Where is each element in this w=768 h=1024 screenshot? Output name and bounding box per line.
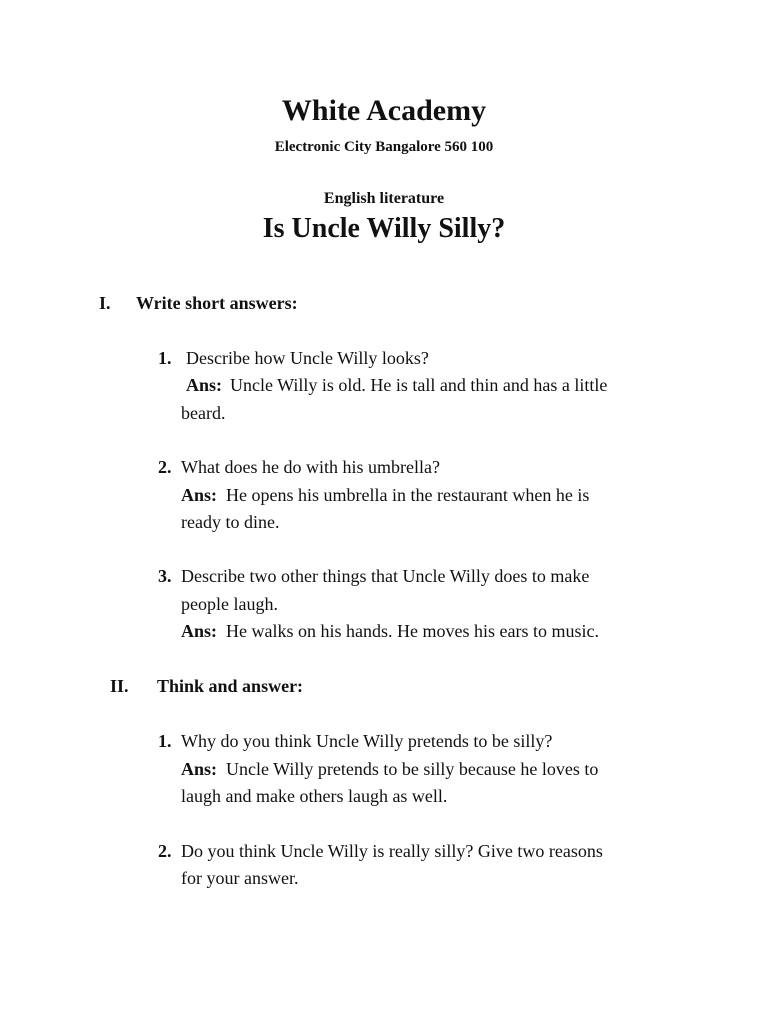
answer-text: Uncle Willy pretends to be silly because he loves to bbox=[226, 759, 599, 779]
answer-text-continued: laugh and make others laugh as well. bbox=[181, 786, 448, 806]
school-name: White Academy bbox=[281, 94, 487, 127]
question-number: 1. bbox=[158, 348, 172, 368]
question-text-continued: for your answer. bbox=[181, 868, 299, 888]
question-number: 3. bbox=[158, 566, 172, 586]
section-2-numeral: II. bbox=[110, 676, 129, 696]
answer-text-continued: ready to dine. bbox=[181, 512, 280, 532]
section-1-heading: Write short answers: bbox=[136, 293, 298, 313]
answer-text: Uncle Willy is old. He is tall and thin and has a little bbox=[230, 375, 608, 395]
answer-label: Ans: bbox=[181, 621, 218, 641]
question-number: 2. bbox=[158, 457, 172, 477]
answer-label: Ans: bbox=[181, 759, 218, 779]
answer-text: He opens his umbrella in the restaurant when he is bbox=[226, 485, 590, 505]
question-text: Describe two other things that Uncle Willy does to make bbox=[181, 566, 590, 586]
question-text: Describe how Uncle Willy looks? bbox=[186, 348, 429, 368]
question-text: Do you think Uncle Willy is really silly? Give two reasons bbox=[181, 841, 603, 861]
question-number: 1. bbox=[158, 731, 172, 751]
question-text-continued: people laugh. bbox=[181, 594, 278, 614]
section-1-numeral: I. bbox=[99, 293, 111, 313]
section-2-heading: Think and answer: bbox=[157, 676, 304, 696]
answer-label: Ans: bbox=[181, 485, 218, 505]
subject-label: English literature bbox=[323, 190, 445, 207]
answer-label: Ans: bbox=[186, 375, 223, 395]
answer-text: He walks on his hands. He moves his ears to music. bbox=[226, 621, 599, 641]
answer-text-continued: beard. bbox=[181, 403, 226, 423]
worksheet-title: Is Uncle Willy Silly? bbox=[262, 213, 506, 244]
school-address: Electronic City Bangalore 560 100 bbox=[274, 139, 494, 155]
question-text: Why do you think Uncle Willy pretends to be silly? bbox=[181, 731, 553, 751]
question-text: What does he do with his umbrella? bbox=[181, 457, 440, 477]
question-number: 2. bbox=[158, 841, 172, 861]
